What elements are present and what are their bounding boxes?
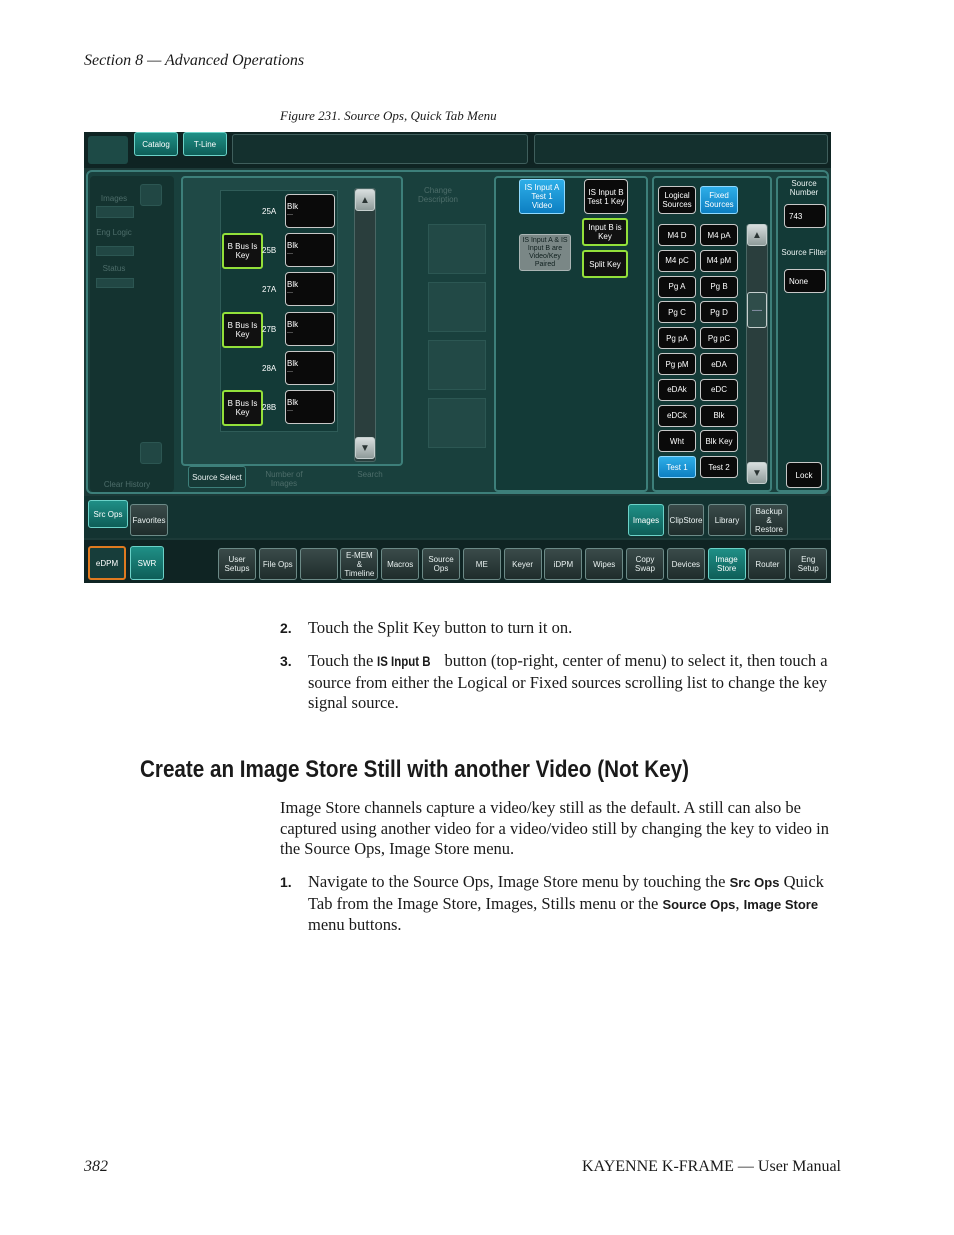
section-heading: Create an Image Store Still with another Video (Not Key) — [140, 756, 689, 783]
title-field-1 — [232, 134, 528, 164]
step-text-post: menu buttons. — [308, 915, 402, 934]
source-button[interactable]: Wht — [658, 430, 696, 452]
menu-button[interactable]: Image Store — [708, 548, 746, 580]
source-button[interactable]: Blk — [700, 405, 738, 427]
source-button[interactable]: Blk Key — [700, 430, 738, 452]
source-button[interactable]: Pg C — [658, 301, 696, 323]
menu-button[interactable]: User Setups — [218, 548, 256, 580]
step-number: 1. — [280, 874, 292, 890]
b-bus-is-key-button[interactable]: B Bus Is Key — [222, 312, 263, 348]
logical-sources-button[interactable]: Logical Sources — [658, 186, 696, 214]
ghost-thumb-2 — [428, 282, 486, 332]
bus-row-27b[interactable] — [262, 312, 335, 346]
bus-source: Blk — [287, 241, 299, 250]
ghost-field-2 — [96, 246, 134, 256]
b-bus-is-key-button[interactable]: B Bus Is Key — [222, 390, 263, 426]
source-button[interactable]: eDCk — [658, 405, 696, 427]
b-bus-is-key-button[interactable]: B Bus Is Key — [222, 233, 263, 269]
step-text-pre: Touch the — [308, 651, 378, 670]
sources-scroll-thumb[interactable]: — — [747, 292, 767, 328]
video-key-paired-indicator: IS Input A & IS Input B are Video/Key Paired — [519, 234, 571, 271]
source-button[interactable]: eDA — [700, 353, 738, 375]
source-button[interactable]: Pg D — [700, 301, 738, 323]
bus-sub: --- — [287, 408, 293, 414]
step-text-sep: , — [735, 893, 744, 913]
bus-row-25b[interactable] — [262, 233, 335, 267]
page-number: 382 — [84, 1158, 108, 1175]
is-input-b-button[interactable]: IS Input B Test 1 Key — [584, 179, 628, 214]
step-number: 2. — [280, 620, 292, 636]
menu-button[interactable]: Devices — [667, 548, 705, 580]
bus-source: Blk — [287, 280, 299, 289]
step-text: Touch the Split Key button to turn it on. — [308, 618, 573, 637]
bus-number: 27B — [262, 325, 277, 334]
ghost-images: Images — [100, 194, 128, 203]
bus-row-25a[interactable] — [262, 194, 335, 228]
step-text-post: button (top-right, center of menu) to select it, then touch a source from either the Logical or Fixed sources scrolling list to change the key signal source. — [308, 651, 828, 712]
ghost-number-of-images: Number of Images — [265, 470, 303, 488]
title-field-2 — [534, 134, 828, 164]
menu-button[interactable]: Source Ops — [422, 548, 460, 580]
ghost-search: Search — [357, 470, 383, 479]
bus-number: 28A — [262, 364, 277, 373]
source-button[interactable]: Pg pA — [658, 327, 696, 349]
source-button[interactable]: Pg B — [700, 276, 738, 298]
source-button[interactable]: M4 pA — [700, 224, 738, 246]
menu-button[interactable]: Eng Setup — [789, 548, 827, 580]
home-icon — [88, 136, 128, 164]
ghost-eng-logic: Eng Logic — [96, 228, 132, 237]
bus-source: Blk — [287, 320, 299, 329]
edpm-button[interactable]: eDPM — [88, 546, 126, 580]
source-button[interactable]: eDAk — [658, 379, 696, 401]
bus-source: Blk — [287, 398, 299, 407]
step-text — [308, 872, 844, 936]
bus-sub: --- — [287, 212, 293, 218]
figure-caption: Figure 231. Source Ops, Quick Tab Menu — [280, 108, 497, 123]
menu-button[interactable]: Macros — [381, 548, 419, 580]
bus-row-28a[interactable] — [262, 351, 335, 385]
bus-number: 27A — [262, 285, 277, 294]
ghost-thumb-3 — [428, 340, 486, 390]
bus-row-28b[interactable] — [262, 390, 335, 424]
bus-sub: --- — [287, 369, 293, 375]
ghost-scroll-down — [140, 442, 162, 464]
split-key-button[interactable]: Split Key — [582, 250, 628, 278]
source-button[interactable]: M4 D — [658, 224, 696, 246]
library-tab[interactable]: Library — [708, 504, 746, 536]
scroll-down-icon[interactable]: ▼ — [355, 437, 375, 459]
source-button[interactable]: Pg pM — [658, 353, 696, 375]
source-button[interactable]: M4 pM — [700, 250, 738, 272]
source-ops-command: Source Ops — [662, 896, 736, 912]
source-ops-screenshot — [84, 132, 831, 583]
ghost-thumb-1 — [428, 224, 486, 274]
src-ops-command: Src Ops — [729, 875, 780, 890]
menu-button[interactable]: Keyer — [504, 548, 542, 580]
source-filter-label: Source Filter — [781, 247, 827, 257]
menu-button[interactable]: Router — [748, 548, 786, 580]
ghost-thumb-4 — [428, 398, 486, 448]
backup-restore-tab[interactable]: Backup & Restore — [750, 504, 788, 536]
fixed-sources-button[interactable]: Fixed Sources — [700, 186, 738, 214]
source-number-field[interactable]: 743 — [784, 204, 826, 228]
swr-button[interactable]: SWR — [130, 546, 164, 580]
input-b-is-key-button[interactable]: Input B is Key — [582, 218, 628, 246]
ghost-field-3 — [96, 278, 134, 288]
sources-scrollbar[interactable] — [746, 224, 768, 482]
ghost-clear-history: Clear History — [103, 480, 151, 489]
source-button[interactable]: Pg A — [658, 276, 696, 298]
bus-sub: --- — [287, 330, 293, 336]
is-input-a-button[interactable]: IS Input A Test 1 Video — [519, 179, 565, 214]
bus-sub: --- — [287, 290, 293, 296]
sources-scroll-up-icon[interactable]: ▲ — [747, 224, 767, 246]
source-button[interactable]: M4 pC — [658, 250, 696, 272]
source-button[interactable]: Pg pC — [700, 327, 738, 349]
clipstore-tab[interactable]: ClipStore — [668, 504, 704, 536]
source-number-label: Source Number — [789, 179, 819, 197]
ghost-field-1 — [96, 206, 134, 218]
bus-row-27a[interactable] — [262, 272, 335, 306]
image-store-command: Image Store — [743, 896, 819, 912]
step-text-mid: Quick Tab from the Image Store, Images, Stills menu or the — [308, 872, 824, 913]
tab-t-line[interactable]: T-Line — [183, 132, 227, 156]
menu-button[interactable]: Wipes — [585, 548, 623, 580]
favorites-tab[interactable]: Favorites — [130, 504, 168, 536]
menu-button[interactable]: File Ops — [259, 548, 297, 580]
menu-button[interactable]: E-MEM & Timeline — [340, 548, 378, 580]
step-text — [308, 651, 844, 714]
is-input-b-command: IS Input B — [377, 654, 431, 669]
scroll-up-icon[interactable]: ▲ — [355, 189, 375, 211]
intro-paragraph: Image Store channels capture a video/key still as the default. A still can also be captured using another video for a video/video still by changing the key to video in the Source Ops, Image Store menu. — [280, 798, 829, 858]
bus-source: Blk — [287, 359, 299, 368]
ghost-status: Status — [102, 264, 126, 273]
step-text-pre: Navigate to the Source Ops, Image Store menu by touching the — [308, 872, 730, 891]
bus-number: 28B — [262, 403, 277, 412]
menu-button[interactable]: Copy Swap — [626, 548, 664, 580]
bus-source: Blk — [287, 202, 299, 211]
menu-button[interactable] — [300, 548, 338, 580]
ghost-change-description: Change Description — [417, 186, 458, 204]
source-button[interactable]: Test 1 — [658, 456, 696, 478]
section-header: Section 8 — Advanced Operations — [84, 52, 305, 69]
bus-sub: --- — [287, 251, 293, 257]
images-tab[interactable]: Images — [628, 504, 664, 536]
source-button[interactable]: eDC — [700, 379, 738, 401]
source-select-tab[interactable]: Source Select — [188, 466, 246, 488]
menu-button[interactable]: ME — [463, 548, 501, 580]
tab-catalog[interactable]: Catalog — [134, 132, 178, 156]
step-number: 3. — [280, 653, 292, 669]
source-filter-field[interactable]: None — [784, 269, 826, 293]
src-ops-quick-tab[interactable]: Src Ops — [88, 500, 128, 528]
manual-title: KAYENNE K-FRAME — User Manual — [582, 1158, 841, 1175]
bus-number: 25B — [262, 246, 277, 255]
ghost-scroll-up — [140, 184, 162, 206]
source-select-scrollbar[interactable] — [354, 188, 376, 462]
source-button[interactable]: Test 2 — [700, 456, 738, 478]
menu-button[interactable]: iDPM — [544, 548, 582, 580]
sources-scroll-down-icon[interactable]: ▼ — [747, 462, 767, 484]
bus-number: 25A — [262, 207, 277, 216]
lock-button[interactable]: Lock — [786, 462, 822, 488]
